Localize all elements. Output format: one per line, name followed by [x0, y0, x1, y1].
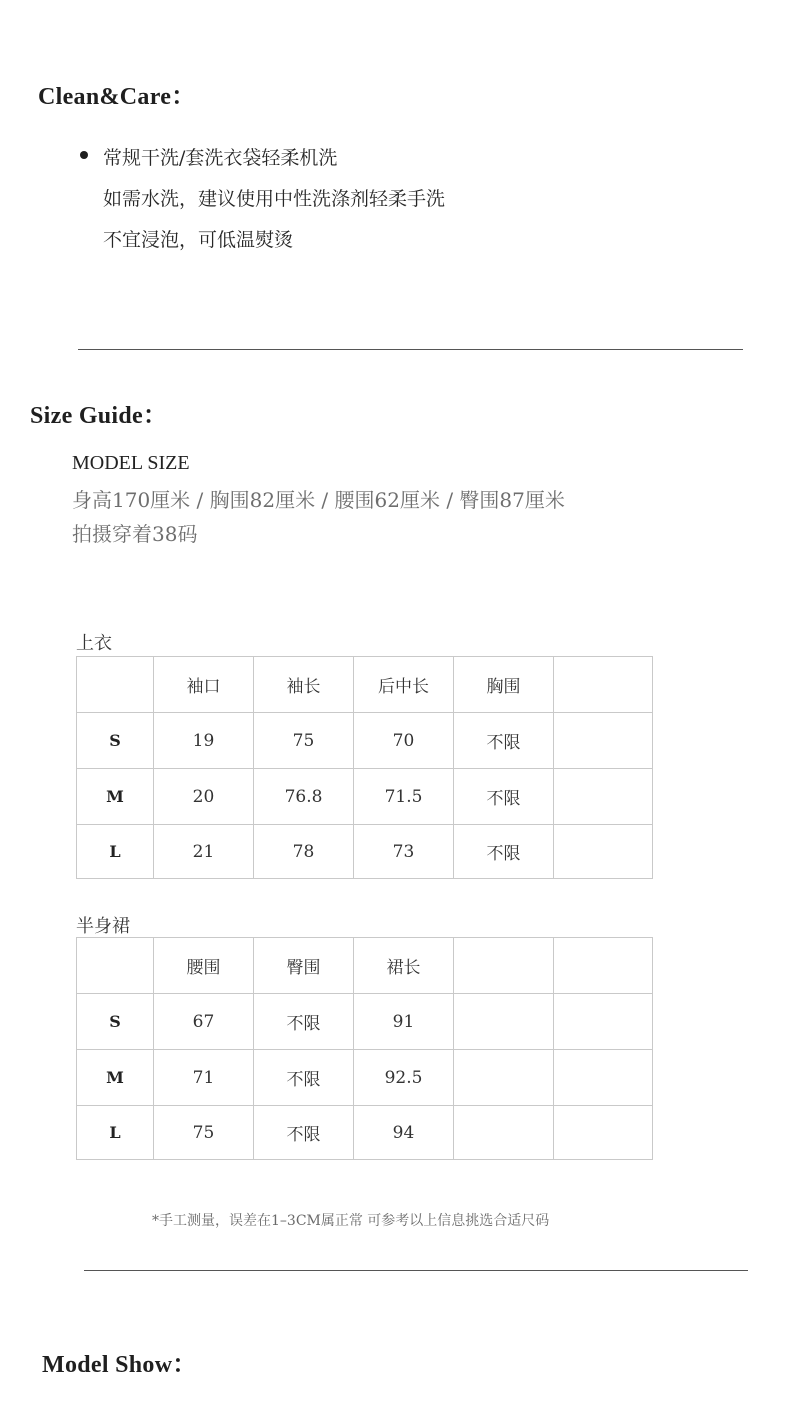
table-cell: 75: [154, 1106, 254, 1160]
table-header-cell: 胸围: [454, 657, 554, 713]
size-label-cell: L: [77, 825, 154, 879]
model-show-heading: Model Show：: [42, 1352, 197, 1378]
table-header-cell: [554, 938, 653, 994]
clean-care-heading: Clean&Care：: [38, 84, 196, 110]
model-worn-size: 拍摄穿着38码: [72, 522, 198, 546]
care-instruction-line: 不宜浸泡，可低温熨烫: [103, 229, 294, 251]
table-row: [77, 713, 653, 769]
table-row: [77, 1106, 653, 1160]
size-label-cell: S: [77, 713, 154, 769]
size-label-cell: M: [77, 1050, 154, 1106]
table-cell: 不限: [454, 825, 554, 879]
table-cell: 不限: [254, 1050, 354, 1106]
table-cell: 73: [354, 825, 454, 879]
table-cell: [554, 994, 653, 1050]
table-cell: 75: [254, 713, 354, 769]
table-cell: 92.5: [354, 1050, 454, 1106]
table-cell: 不限: [454, 769, 554, 825]
table-row: [77, 1050, 653, 1106]
table-cell: [554, 1050, 653, 1106]
table-cell: 19: [154, 713, 254, 769]
table-cell: [554, 713, 653, 769]
top-size-table: [76, 656, 653, 879]
skirt-table-caption: 半身裙: [76, 916, 130, 937]
care-instruction-line: 如需水洗，建议使用中性洗涤剂轻柔手洗: [103, 188, 446, 210]
table-cell: 71: [154, 1050, 254, 1106]
table-cell: 70: [354, 713, 454, 769]
table-row: [77, 769, 653, 825]
measurement-note: *手工测量，误差在1–3CM属正常 可参考以上信息挑选合适尺码: [152, 1213, 550, 1229]
section-divider: [78, 349, 743, 350]
table-header-cell: [77, 938, 154, 994]
table-header-cell: [554, 657, 653, 713]
table-cell: 71.5: [354, 769, 454, 825]
size-label-cell: M: [77, 769, 154, 825]
table-cell: 94: [354, 1106, 454, 1160]
table-header-row: [77, 938, 653, 994]
model-size-title: MODEL SIZE: [72, 452, 190, 474]
table-cell: 67: [154, 994, 254, 1050]
model-measurements: 身高170厘米 / 胸围82厘米 / 腰围62厘米 / 臀围87厘米: [72, 488, 565, 512]
table-header-cell: 袖口: [154, 657, 254, 713]
table-cell: 91: [354, 994, 454, 1050]
table-header-cell: 袖长: [254, 657, 354, 713]
care-instruction-line: 常规干洗/套洗衣袋轻柔机洗: [103, 147, 338, 169]
table-header-cell: 裙长: [354, 938, 454, 994]
size-label-cell: S: [77, 994, 154, 1050]
size-label-cell: L: [77, 1106, 154, 1160]
table-header-cell: 后中长: [354, 657, 454, 713]
table-cell: 78: [254, 825, 354, 879]
table-cell: [554, 825, 653, 879]
skirt-size-table: [76, 937, 653, 1160]
table-cell: 不限: [454, 713, 554, 769]
table-cell: [454, 1106, 554, 1160]
table-header-cell: [77, 657, 154, 713]
table-row: [77, 825, 653, 879]
table-row: [77, 994, 653, 1050]
table-header-cell: 臀围: [254, 938, 354, 994]
size-guide-heading: Size Guide：: [30, 403, 168, 429]
table-header-row: [77, 657, 653, 713]
table-header-cell: [454, 938, 554, 994]
table-cell: 21: [154, 825, 254, 879]
table-cell: 不限: [254, 994, 354, 1050]
table-cell: [554, 1106, 653, 1160]
section-divider: [84, 1270, 748, 1271]
table-cell: 不限: [254, 1106, 354, 1160]
table-header-cell: 腰围: [154, 938, 254, 994]
table-cell: 76.8: [254, 769, 354, 825]
table-cell: 20: [154, 769, 254, 825]
table-cell: [454, 994, 554, 1050]
top-table-caption: 上衣: [76, 633, 112, 654]
table-cell: [454, 1050, 554, 1106]
bullet-dot: [80, 151, 88, 159]
table-cell: [554, 769, 653, 825]
